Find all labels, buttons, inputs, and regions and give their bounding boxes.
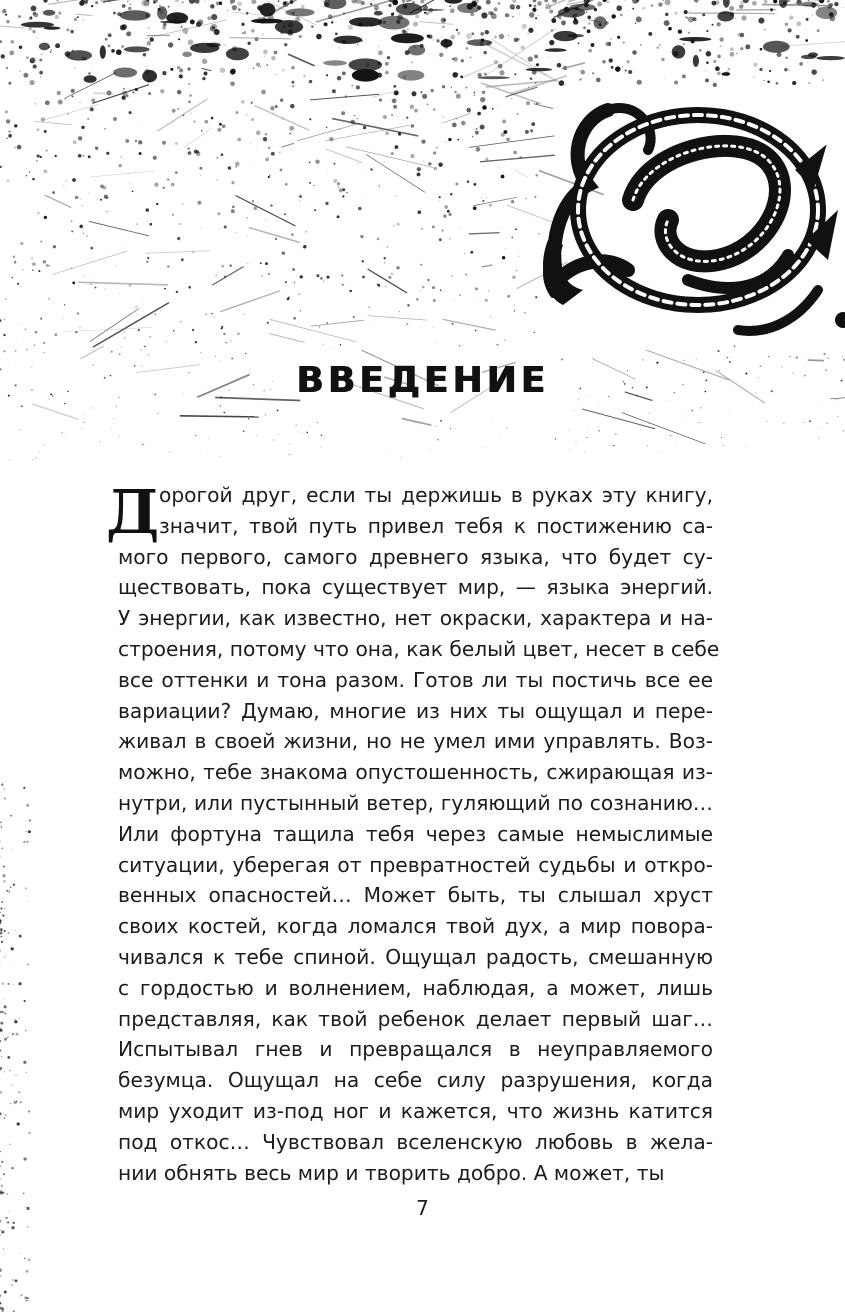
text-line: орогой друг, если ты держишь в руках эту книгу, xyxy=(159,483,713,507)
text-line: все оттенки и тона разом. Готов ли ты постичь все ее xyxy=(118,667,713,692)
text-line: ситуации, уберегая от превратностей судьбы и откро- xyxy=(118,852,713,877)
celtic-serpent-ornament-icon xyxy=(538,90,845,345)
text-line: ществовать, пока существует мир, — языка энергий. xyxy=(118,575,713,600)
text-line: мого первого, самого древнего языка, что будет су- xyxy=(118,544,713,569)
text-line: Испытывал гнев и превращался в неуправляемого xyxy=(118,1037,713,1062)
text-line: Или фортуна тащила тебя через самые немыслимые xyxy=(118,821,713,846)
text-line: нии обнять весь мир и творить добро. А может, ты xyxy=(118,1160,665,1185)
text-line: вариации? Думаю, многие из них ты ощущал и пере- xyxy=(118,698,713,723)
text-line: с гордостью и волнением, наблюдая, а может, лишь xyxy=(118,975,713,1000)
text-line: под откос… Чувствовал вселенскую любовь в жела- xyxy=(118,1129,713,1154)
text-line: мир уходит из-под ног и кажется, что жизнь катится xyxy=(118,1098,713,1123)
page-number: 7 xyxy=(416,1196,429,1220)
text-line: У энергии, как известно, нет окраски, характера и на- xyxy=(118,606,713,631)
drop-cap: Д xyxy=(106,478,160,548)
text-line: строения, потому что она, как белый цвет, несет в себе xyxy=(118,636,720,661)
grunge-texture-edge xyxy=(0,780,40,1312)
chapter-title: ВВЕДЕНИЕ xyxy=(296,360,549,401)
text-line: представляя, как твой ребенок делает первый шаг… xyxy=(118,1006,713,1031)
text-line: венных опасностей… Может быть, ты слышал хруст xyxy=(118,883,713,908)
text-line: можно, тебе знакома опустошенность, сжирающая из- xyxy=(118,760,713,785)
body-text xyxy=(118,480,720,1188)
text-line: нутри, или пустынный ветер, гуляющий по сознанию… xyxy=(118,790,713,815)
text-line: своих костей, когда ломался твой дух, а мир повора- xyxy=(118,914,713,939)
text-line: значит, твой путь привел тебя к постижению са- xyxy=(159,513,713,538)
text-line: безумца. Ощущал на себе силу разрушения, когда xyxy=(118,1068,713,1093)
text-line: живал в своей жизни, но не умел ими управлять. Воз- xyxy=(118,729,713,754)
text-line: чивался к тебе спиной. Ощущал радость, смешанную xyxy=(118,944,713,969)
